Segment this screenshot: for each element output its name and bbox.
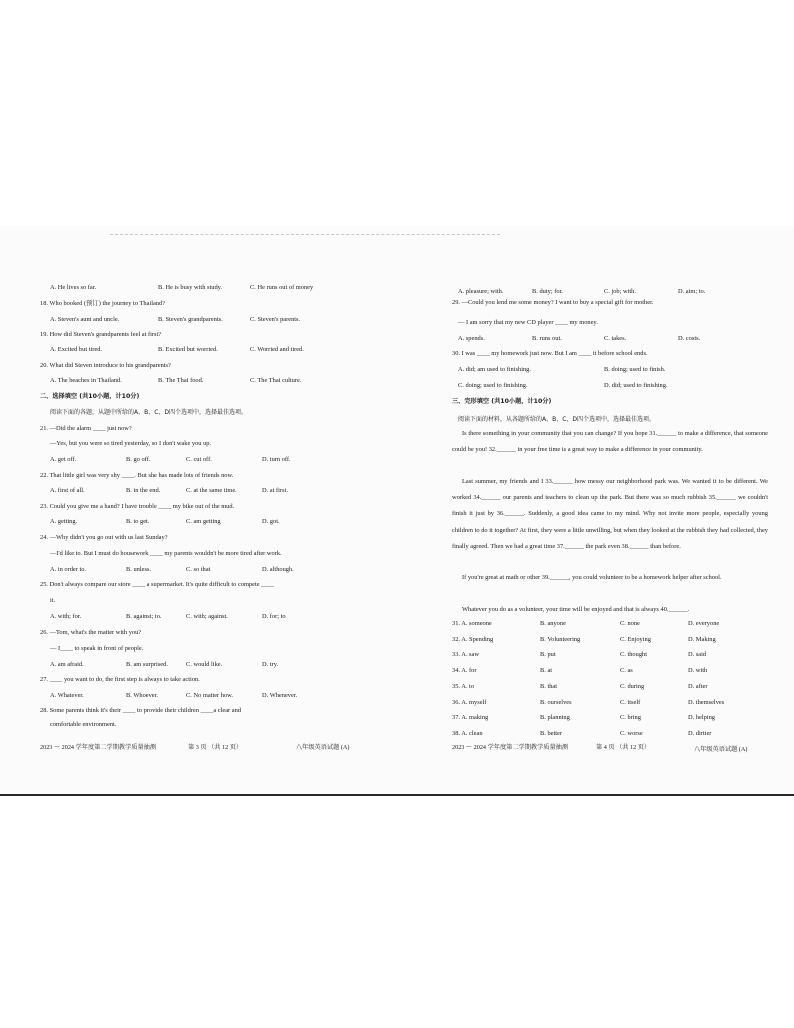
option-choice: D. got. [262, 518, 280, 525]
top-dashed-rule [110, 234, 500, 235]
option-choice: 31. A. someone [452, 620, 492, 627]
question-line: 26. —Tom, what's the matter with you? [40, 629, 142, 636]
question-line: 28. Some parents think it's their ____ to provide their children ____a clear and [40, 707, 241, 714]
option-choice: C. doing; used to finishing. [458, 382, 528, 389]
option-choice: D. themselves [688, 698, 725, 706]
option-choice: D. did; used to finishing. [604, 382, 668, 389]
option-choice: C. during [620, 682, 645, 690]
question-line: —I'd like to. But I must do housework ____ my parents wouldn't be more tired after work. [50, 550, 282, 557]
option-choice: C. job; with. [604, 288, 636, 295]
option-choice: C. as [620, 667, 633, 675]
question-line: comfortable environment. [50, 721, 117, 728]
passage-paragraph: Last summer, my friends and I 33.______ how messy our neighborhood park was. We wanted it to be different. We worked 34.______ our parents and teachers to clean up the park. But there was so much rubbish 35.______ we couldn't finish it just by 36.______. Suddenly, a good idea came to my mind. Why not invite more people, especially young children to do it together? At first, they were a little unwilling, but when they looked at the rubbish they had collected, they finally agreed. Then we had a great time 37.______ the park even 38.______ than before. [452, 478, 768, 550]
option-choice: C. No matter how. [186, 692, 233, 699]
question-line: 29. —Could you lend me some money? I want to buy a special gift for mother. [452, 299, 654, 306]
section-instruction: 阅读下面的材料，从各题所给的A、B、C、D四个选项中，选择最佳选项。 [458, 416, 656, 423]
option-choice: B. anyone [540, 620, 566, 627]
option-choice: A. getting. [50, 518, 78, 525]
option-choice: D. with [688, 667, 708, 675]
option-choice: 36. A. myself [452, 698, 487, 706]
left-footer-exam: 八年级英语试题 (A) [296, 744, 350, 751]
option-choice: B. go off. [126, 456, 151, 463]
option-choice: A. pleasure; with. [458, 288, 504, 295]
option-choice: D. after [688, 682, 708, 690]
question-line: 19. How did Steven's grandparents feel at first? [40, 331, 162, 338]
option-choice: 34. A. for [452, 667, 477, 675]
option-choice: D. try. [262, 661, 279, 668]
option-choice: D. at first. [262, 487, 288, 494]
question-line: 18. Who booked (预订) the journey to Thailand? [40, 300, 166, 307]
option-choice: C. He runs out of money [250, 284, 314, 291]
option-choice: D. aim; to. [678, 288, 706, 295]
option-choice: B. that [540, 682, 558, 690]
passage-paragraph: Is there something in your community that you can change? If you hope 31.______ to make a difference, that someone could be you! 32.______ in your free time is a great way to make a difference in your community. [452, 430, 768, 454]
option-choice: C. bring [620, 714, 641, 722]
option-choice: B. runs out. [532, 335, 562, 342]
question-line: 21. —Did the alarm ____ just now? [40, 425, 132, 432]
question-line: 20. What did Steven introduce to his grandparents? [40, 362, 171, 369]
option-choice: B. He is busy with study. [158, 284, 223, 291]
option-choice: B. planning [540, 714, 570, 722]
option-choice: C. at the same time. [186, 487, 237, 494]
option-choice: A. first of all. [50, 487, 85, 494]
option-choice: C. am getting [186, 518, 221, 525]
question-line: 23. Could you give me a hand? I have trouble ____ my bike out of the mud. [40, 503, 235, 510]
question-line: 22. That little girl was very shy ____. But she has made lots of friends now. [40, 472, 234, 479]
option-choice: C. none [620, 620, 640, 627]
option-choice: D. helping [688, 714, 715, 722]
option-choice: D. dirtier [688, 729, 712, 737]
option-choice: 33. A. saw [452, 651, 479, 659]
option-choice: B. Whoever. [126, 692, 159, 699]
section-instruction: 阅读下面的各题，从题中所给的A、B、C、D四个选项中，选择最佳选项。 [50, 409, 248, 416]
option-choice: B. better [540, 729, 563, 737]
option-choice: B. doing; used to finish. [604, 366, 666, 373]
option-choice: D. costs. [678, 335, 701, 342]
option-choice: D. for; to [262, 613, 286, 620]
option-choice: C. Enjoying [620, 635, 651, 643]
option-choice: C. with; against. [186, 613, 228, 620]
option-choice: B. Steven's grandparents. [158, 316, 223, 323]
option-choice: D. Making [688, 635, 716, 643]
right-footer-exam: 八年级英语试题 (A) [694, 746, 748, 753]
option-choice: D. turn off. [262, 456, 291, 463]
option-choice: A. Whatever. [50, 692, 84, 699]
option-choice: B. Excited but worried. [158, 346, 218, 353]
option-choice: D. everyone [688, 620, 720, 627]
option-choice: B. duty; for. [532, 288, 563, 295]
option-choice: B. in the end. [126, 487, 161, 494]
option-choice: C. worse [620, 729, 643, 737]
question-line: 24. —Why didn't you go out with us last Sunday? [40, 534, 168, 541]
option-choice: C. cut off. [186, 456, 212, 463]
option-choice: A. Excited but tired. [50, 346, 102, 353]
option-choice: C. Worried and tired. [250, 346, 304, 353]
option-choice: B. am surprised. [126, 661, 168, 668]
question-line: it. [50, 597, 56, 604]
option-choice: C. The Thai culture. [250, 377, 302, 384]
option-choice: A. am afraid. [50, 661, 84, 668]
option-choice: B. put [540, 651, 556, 659]
option-choice: D. although. [262, 566, 294, 573]
option-choice: A. in order to. [50, 566, 87, 573]
option-choice: D. said [688, 651, 707, 659]
bottom-edge-rule [0, 794, 794, 796]
passage-paragraph: Whatever you do as a volunteer, your time will be enjoyed and that is always 40.______. [462, 606, 690, 613]
option-choice: B. Volunteering [540, 635, 581, 643]
option-choice: A. Steven's aunt and uncle. [50, 316, 120, 323]
left-footer-term: 2023 ～ 2024 学年度第二学期教学质量抽测 [40, 744, 157, 751]
option-choice: C. itself [620, 698, 641, 706]
option-choice: C. Steven's parents. [250, 316, 301, 323]
option-choice: C. takes. [604, 335, 627, 342]
option-choice: A. with; for. [50, 613, 82, 620]
option-choice: B. ourselves [540, 698, 572, 706]
option-choice: 32. A. Spending [452, 635, 494, 643]
right-footer-page: 第 4 页 （共 12 页） [596, 744, 651, 751]
question-line: 27. ____ you want to do, the first step is always to take action. [40, 676, 200, 683]
option-choice: 38. A. clean [452, 729, 483, 737]
left-footer-page: 第 3 页 （共 12 页） [188, 744, 243, 751]
section-heading: 二、选择填空 (共10小题，计10分) [40, 393, 140, 400]
option-choice: B. against; to. [126, 613, 162, 620]
option-choice: B. at [540, 667, 553, 675]
option-choice: 35. A. to [452, 682, 475, 690]
question-line: — I am sorry that my new CD player ____ my money. [458, 319, 598, 326]
option-choice: C. would like. [186, 661, 223, 668]
question-line: 25. Don't always compare our store ____ a supermarket. It's quite difficult to compete ____ [40, 581, 274, 588]
question-line: — I____ to speak in front of people. [50, 645, 144, 652]
right-footer-term: 2023 ～ 2024 学年度第二学期教学质量抽测 [452, 744, 569, 751]
option-choice: A. get off. [50, 456, 77, 463]
option-choice: B. The Thai food. [158, 377, 204, 384]
section-heading: 三、完形填空 (共10小题，计10分) [452, 398, 552, 405]
option-choice: A. He lives so far. [50, 284, 97, 291]
option-choice: A. The beaches in Thailand. [50, 377, 122, 384]
option-choice: A. did; am used to finishing. [458, 366, 531, 373]
question-line: —Yes, but you were so tired yesterday, so I don't wake you up. [50, 440, 212, 447]
option-choice: C. so that [186, 566, 211, 573]
option-choice: B. to get. [126, 518, 150, 525]
option-choice: B. unless. [126, 566, 152, 573]
option-choice: A. spends. [458, 335, 485, 342]
option-choice: C. thought [620, 651, 647, 659]
option-choice: 37. A. making [452, 714, 489, 722]
question-line: 30. I was ____ my homework just now. But I am ____ it before school ends. [452, 350, 648, 357]
passage-paragraph: If you're great at math or other 39.______, you could volunteer to be a homework helper after school. [462, 574, 722, 581]
option-choice: D. Whenever. [262, 692, 298, 699]
